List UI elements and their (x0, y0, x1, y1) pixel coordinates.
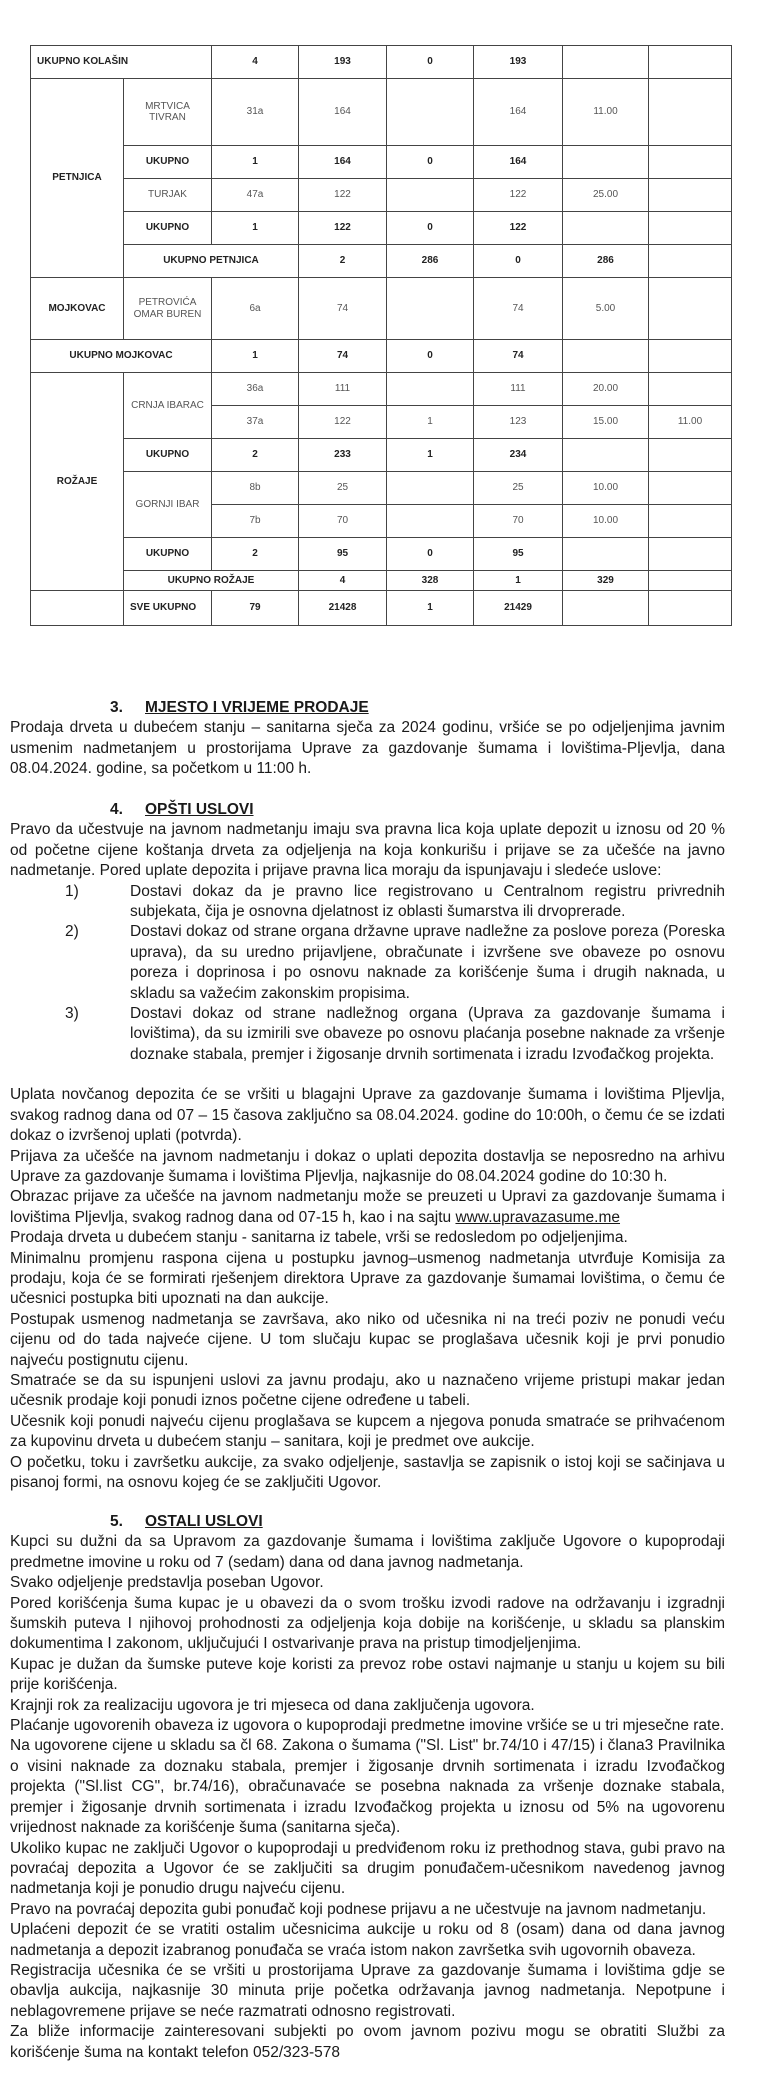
table-row: UKUPNO 2 233 1 234 (31, 439, 732, 472)
forest-sale-table (30, 45, 732, 626)
paragraph: Smatraće se da su ispunjeni uslovi za javnu prodaju, ako u naznačeno vrijeme pristupi makar jedan učesnik prodaje koji ponudi iznos početne cijene određene u tabeli. (10, 1371, 725, 1410)
list-item: 1) Dostavi dokaz da je pravno lice registrovano u Centralnom registru privrednih subjekata, čija je osnovna djelatnost iz oblasti šumarstva ili drvoprerade. (65, 882, 725, 921)
section-heading: 5. OSTALI USLOVI (110, 1513, 263, 1530)
section-sale-place-time (10, 698, 725, 780)
paragraph: Ukoliko kupac ne zaključi Ugovor o kupoprodaji u predviđenom roku iz prethodnog stava, gubi pravo na povraćaj depozita a Ugovor će se zaključiti sa drugim ponuđačem-učesnikom navedenog javnog nadmetanja koji je ponudio drugu najveću cijenu. (10, 1839, 725, 1898)
paragraph: Plaćanje ugovorenih obaveza iz ugovora o kupoprodaji predmetne imovine vršiće se u tri mjesečne rate. (10, 1717, 725, 1735)
paragraph: Učesnik koji ponudi najveću cijenu proglašava se kupcem a njegova ponuda smatraće se prihvaćenom za kupovinu drveta u dubećem stanju – sanitara, koji je predmet ove aukcije. (10, 1412, 725, 1451)
section-heading: 3. MJESTO I VRIJEME PRODAJE (110, 699, 369, 716)
paragraph: Krajnji rok za realizaciju ugovora je tri mjeseca od dana zaključenja ugovora. (10, 1696, 535, 1714)
section-heading: 4. OPŠTI USLOVI (110, 801, 254, 818)
municipality-cell: PETNJICA (31, 79, 124, 278)
section-other-conditions (10, 1512, 725, 2063)
paragraph: Obrazac prijave za učešće na javnom nadmetanju može se preuzeti u Upravi za gazdovanje šumama i lovištima Pljevlja, svakog radnog dana od 07-15 h, kao i na sajtu www.upravazasume.me (10, 1188, 725, 1226)
list-item: 3) Dostavi dokaz od strane nadležnog organa (Uprava za gazdovanje šumama i lovištima), da su izmirili sve obaveze po osnovu plaćanja posebne naknade za vršenje doznake stabala, premjer i žigosanje drvnih sortimenata i izradu Izvođačkog projekta. (65, 1005, 725, 1063)
paragraph: Prodaja drveta u dubećem stanju – sanitarna sječa za 2024 godinu, vršiće se po odjeljenjima javnim usmenim nadmetanjem u prostorijama Uprave za gazdovanje šumama i lovištima-Pljevlja, dana 08.04.2024. godine, sa početkom u 11:00 h. (10, 719, 725, 778)
website-link[interactable]: www.upravazasume.me (455, 1208, 621, 1226)
table-row: UKUPNO 2 95 0 95 (31, 538, 732, 571)
table-row: UKUPNO ROŽAJE 4 328 1 329 (31, 571, 732, 591)
paragraph: O početku, toku i završetku aukcije, za svako odjeljenje, sastavlja se zapisnik o istoj koji se sačinjava u pisanoj formi, na osnovu kojeg će se zaključiti Ugovor. (10, 1453, 725, 1491)
paragraph: Kupac je dužan da šumske puteve koje koristi za prevoz robe ostavi najmanje u stanju u kojem su bili prije korišćenja. (10, 1655, 725, 1694)
table-row: GORNJI IBAR 8b 25 25 10.00 (31, 472, 732, 505)
table-row: 37a 122 1 123 15.00 11.00 (31, 406, 732, 439)
paragraph: Uplata novčanog depozita će se vršiti u blagajni Uprave za gazdovanje šumama i lovištima Pljevlja, svakog radnog dana od 07 – 15 časova zaključno sa 08.04.2024. godine do 10:00h, o čemu će se izdati dokaz o izvršenoj uplati (potvrda). (10, 1086, 725, 1145)
paragraph: Za bliže informacije zainteresovani subjekti po ovom javnom pozivu mogu se obratiti Službi za korišćenje šuma na kontakt telefon 052/323-578 (10, 2023, 725, 2061)
table-row: UKUPNO KOLAŠIN 4 193 0 193 (31, 46, 732, 79)
paragraph: Uplaćeni depozit će se vratiti ostalim učesnicima aukcije u roku od 8 (osam) dana od dana javnog nadmetanja a depozit izabranog ponuđača se vraća istom nakon završetka svih ugovornih obaveza. (10, 1921, 725, 1959)
paragraph: Pravo na povraćaj depozita gubi ponuđač koji podnese prijavu a ne učestvuje na javnom nadmetanju. (10, 1900, 707, 1918)
table-row: TURJAK 47a 122 122 25.00 (31, 179, 732, 212)
paragraph: Pravo da učestvuje na javnom nadmetanju imaju sva pravna lica koja uplate depozit u iznosu od 20 % od početne cijene koštanja drveta za odjeljenja na koja konkurišu i prijave se za učešće na javno nadmetanje. Pored uplate depozita i prijave pravna lica moraju da ispunjavaju i sledeće uslove: (10, 821, 725, 880)
paragraph: Registracija učesnika će se vršiti u prostorijama Uprave za gazdovanje šumama i lovištima gdje se obavlja aukcija, najkasnije 30 minuta prije početka održavanja javnog nadmetanja. Nepotpune i neblagovremene prijave se neće razmatrati odnosno registrovati. (10, 1961, 725, 2020)
table-row: PETNJICA MRTVICA TIVRAN 31a 164 164 11.00 (31, 79, 732, 146)
table-row: UKUPNO 1 164 0 164 (31, 146, 732, 179)
paragraph: Postupak usmenog nadmetanja se završava, ako niko od učesnika ni na treći poziv ne ponudi veću cijenu od do tada najveće cijene. U tom slučaju kupac se proglašava učesnik koji je prvi ponudio najveću postignutu cijenu. (10, 1310, 725, 1369)
table-row: UKUPNO 1 122 0 122 (31, 212, 732, 245)
paragraph: Kupci su dužni da sa Upravom za gazdovanje šumama i lovištima zaključe Ugovore o kupoprodaji predmetne imovine u roku od 7 (sedam) dana od dana javnog nadmetanja. (10, 1533, 725, 1571)
table-row: SVE UKUPNO 79 21428 1 21429 (31, 591, 732, 626)
paragraph: Na ugovorene cijene u skladu sa čl 68. Zakona o šumama ("Sl. List" br.74/10 i 47/15) i člana3 Pravilnika o visini naknade za doznaku stabala, premjer i žigosanje drvnih sortimenata i izradu Izvođačkog projekta ("Sl.list CG", br.74/16), obračunavaće se posebna naknada za vršenje doznake stabala, premjer i žigosanje drvnih sortimenata i izradu Izvođačkog projekta u iznosu od 5% na ugovorenu vrijednost naknade za korišćenje šuma (sanitarna sječa). (10, 1737, 725, 1837)
paragraph: Svako odjeljenje predstavlja poseban Ugovor. (10, 1574, 324, 1592)
paragraph: Prodaja drveta u dubećem stanju - sanitarna iz tabele, vrši se redosledom po odjeljenjima. (10, 1229, 628, 1247)
paragraph: Minimalnu promjenu raspona cijena u postupku javnog–usmenog nadmetanja utvrđuje Komisija za prodaju, koja će se formirati rješenjem direktora Uprave za gazdovanje šumamai lovištima, o čemu će učesnici postupka biti upoznati na dan aukcije. (10, 1249, 725, 1308)
table-row: ROŽAJE CRNJA IBARAC 36a 111 111 20.00 (31, 373, 732, 406)
section-general-conditions (10, 800, 725, 1493)
table-row: MOJKOVAC PETROVIĆA OMAR BUREN 6a 74 74 5.00 (31, 278, 732, 340)
table-row: 7b 70 70 10.00 (31, 505, 732, 538)
list-item: 2) Dostavi dokaz od strane organa državne uprave nadležne za poslove poreza (Poreska uprava), da su uredno prijavljene, obračunate i izvršene sve obaveze po osnovu poreza i doprinosa i po osnovu naknade za korišćenje šuma i drugih naknada, u skladu sa važećim zakonskim propisima. (65, 923, 725, 1002)
paragraph: Pored korišćenja šuma kupac je u obavezi da o svom trošku izvodi radove na održavanju i izgradnji šumskih puteva I njihovoj prohodnosti za odjeljenja koja dobije na korišćenje, u skladu sa planskim dokumentima I zakonom, uključujući I ostvarivanje prava na pristup timodjeljenjima. (10, 1594, 725, 1653)
table-row: UKUPNO PETNJICA 2 286 0 286 (31, 245, 732, 278)
paragraph: Prijava za učešće na javnom nadmetanju i dokaz o uplati depozita dostavlja se neposredno na arhivu Uprave za gazdovanje šumama i lovištima Pljevlja, najkasnije do 08.04.2024 godine do 10:30 h. (10, 1147, 725, 1185)
table-row: UKUPNO MOJKOVAC 1 74 0 74 (31, 340, 732, 373)
municipality-cell: ROŽAJE (31, 373, 124, 591)
